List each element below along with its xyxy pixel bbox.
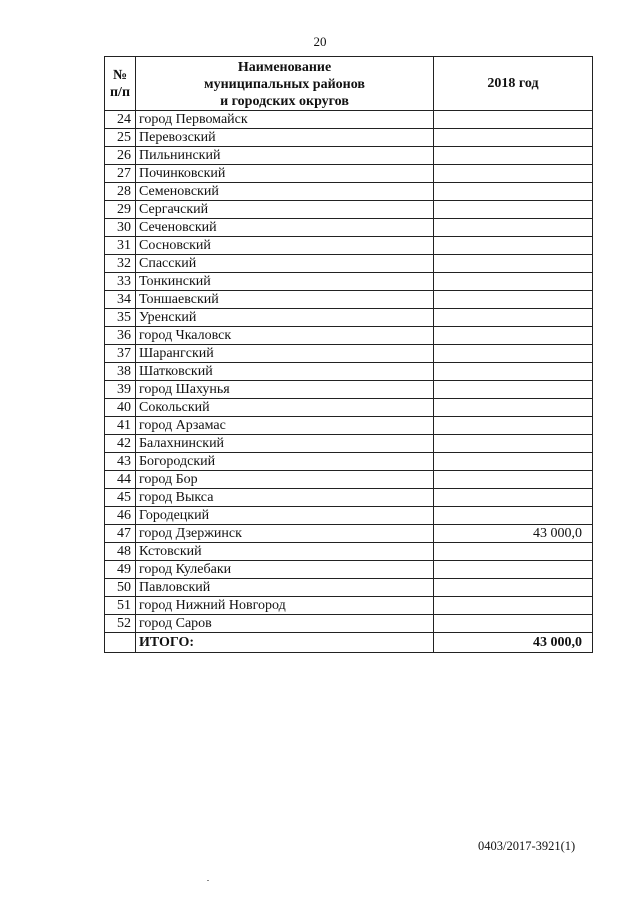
row-value bbox=[434, 471, 593, 489]
table-row bbox=[105, 183, 593, 201]
row-number: 44 bbox=[105, 471, 136, 489]
header-year: 2018 год bbox=[434, 57, 593, 111]
row-number: 29 bbox=[105, 201, 136, 219]
row-value bbox=[434, 237, 593, 255]
row-municipality-name: Починковский bbox=[136, 165, 434, 183]
table-row bbox=[105, 561, 593, 579]
header-name-line3: и городских округов bbox=[220, 94, 349, 109]
row-number: 31 bbox=[105, 237, 136, 255]
row-municipality-name: город Шахунья bbox=[136, 381, 434, 399]
row-number: 35 bbox=[105, 309, 136, 327]
row-municipality-name: Балахнинский bbox=[136, 435, 434, 453]
row-municipality-name: город Саров bbox=[136, 615, 434, 633]
row-municipality-name: город Бор bbox=[136, 471, 434, 489]
row-value bbox=[434, 273, 593, 291]
table-row bbox=[105, 291, 593, 309]
table-row bbox=[105, 273, 593, 291]
row-number: 49 bbox=[105, 561, 136, 579]
row-number: 32 bbox=[105, 255, 136, 273]
header-num bbox=[105, 57, 136, 111]
row-value bbox=[434, 543, 593, 561]
row-value bbox=[434, 201, 593, 219]
header-name-line2: муниципальных районов bbox=[204, 77, 365, 92]
row-value bbox=[434, 345, 593, 363]
row-number: 28 bbox=[105, 183, 136, 201]
table-row bbox=[105, 417, 593, 435]
header-name bbox=[136, 57, 434, 111]
table-row bbox=[105, 237, 593, 255]
table-row bbox=[105, 471, 593, 489]
row-municipality-name: Шарангский bbox=[136, 345, 434, 363]
row-number: 40 bbox=[105, 399, 136, 417]
row-municipality-name: город Кулебаки bbox=[136, 561, 434, 579]
row-number: 43 bbox=[105, 453, 136, 471]
row-value bbox=[434, 363, 593, 381]
row-value bbox=[434, 489, 593, 507]
row-value bbox=[434, 129, 593, 147]
total-num-cell bbox=[105, 633, 136, 653]
table-header-row bbox=[105, 57, 593, 111]
row-number: 41 bbox=[105, 417, 136, 435]
row-value bbox=[434, 183, 593, 201]
row-number: 30 bbox=[105, 219, 136, 237]
row-number: 24 bbox=[105, 111, 136, 129]
table-row bbox=[105, 363, 593, 381]
row-value bbox=[434, 435, 593, 453]
row-municipality-name: Шатковский bbox=[136, 363, 434, 381]
row-value bbox=[434, 615, 593, 633]
table-row bbox=[105, 615, 593, 633]
row-number: 47 bbox=[105, 525, 136, 543]
table-row bbox=[105, 543, 593, 561]
row-municipality-name: Богородский bbox=[136, 453, 434, 471]
scan-mark bbox=[207, 880, 209, 881]
row-municipality-name: город Первомайск bbox=[136, 111, 434, 129]
row-municipality-name: город Дзержинск bbox=[136, 525, 434, 543]
total-value: 43 000,0 bbox=[434, 633, 593, 653]
row-municipality-name: Перевозский bbox=[136, 129, 434, 147]
table-row bbox=[105, 381, 593, 399]
table-row bbox=[105, 597, 593, 615]
row-number: 46 bbox=[105, 507, 136, 525]
row-number: 37 bbox=[105, 345, 136, 363]
row-number: 48 bbox=[105, 543, 136, 561]
row-municipality-name: Семеновский bbox=[136, 183, 434, 201]
row-municipality-name: Городецкий bbox=[136, 507, 434, 525]
row-value bbox=[434, 381, 593, 399]
row-value bbox=[434, 327, 593, 345]
row-number: 25 bbox=[105, 129, 136, 147]
row-number: 27 bbox=[105, 165, 136, 183]
row-municipality-name: Сокольский bbox=[136, 399, 434, 417]
row-number: 36 bbox=[105, 327, 136, 345]
row-value bbox=[434, 165, 593, 183]
row-value bbox=[434, 561, 593, 579]
row-number: 51 bbox=[105, 597, 136, 615]
row-municipality-name: Тоншаевский bbox=[136, 291, 434, 309]
row-municipality-name: город Нижний Новгород bbox=[136, 597, 434, 615]
row-municipality-name: Уренский bbox=[136, 309, 434, 327]
total-row bbox=[105, 633, 593, 653]
row-value bbox=[434, 147, 593, 165]
row-value bbox=[434, 291, 593, 309]
table-row bbox=[105, 327, 593, 345]
table-row bbox=[105, 525, 593, 543]
row-value bbox=[434, 579, 593, 597]
row-number: 52 bbox=[105, 615, 136, 633]
table-row bbox=[105, 453, 593, 471]
table-row bbox=[105, 129, 593, 147]
row-municipality-name: город Выкса bbox=[136, 489, 434, 507]
row-municipality-name: город Арзамас bbox=[136, 417, 434, 435]
row-value: 43 000,0 bbox=[434, 525, 593, 543]
row-municipality-name: город Чкаловск bbox=[136, 327, 434, 345]
header-name-line1: Наименование bbox=[237, 60, 332, 75]
row-number: 50 bbox=[105, 579, 136, 597]
row-value bbox=[434, 597, 593, 615]
row-value bbox=[434, 399, 593, 417]
row-municipality-name: Пильнинский bbox=[136, 147, 434, 165]
table-row bbox=[105, 309, 593, 327]
row-value bbox=[434, 453, 593, 471]
row-number: 38 bbox=[105, 363, 136, 381]
row-municipality-name: Сергачский bbox=[136, 201, 434, 219]
row-number: 42 bbox=[105, 435, 136, 453]
page-number: 20 bbox=[313, 34, 327, 49]
row-value bbox=[434, 507, 593, 525]
row-municipality-name: Кстовский bbox=[136, 543, 434, 561]
table-row bbox=[105, 201, 593, 219]
table-row bbox=[105, 345, 593, 363]
row-value bbox=[434, 219, 593, 237]
row-municipality-name: Спасский bbox=[136, 255, 434, 273]
row-number: 34 bbox=[105, 291, 136, 309]
row-value bbox=[434, 255, 593, 273]
row-municipality-name: Павловский bbox=[136, 579, 434, 597]
table-row bbox=[105, 399, 593, 417]
header-num-line1: № bbox=[112, 67, 128, 83]
header-num-line2: п/п bbox=[109, 84, 131, 100]
row-value bbox=[434, 417, 593, 435]
row-number: 45 bbox=[105, 489, 136, 507]
table-row bbox=[105, 435, 593, 453]
table-row bbox=[105, 255, 593, 273]
row-number: 39 bbox=[105, 381, 136, 399]
table-row bbox=[105, 219, 593, 237]
table-body bbox=[105, 111, 593, 633]
row-number: 33 bbox=[105, 273, 136, 291]
row-municipality-name: Сосновский bbox=[136, 237, 434, 255]
table-row bbox=[105, 147, 593, 165]
table-row bbox=[105, 111, 593, 129]
row-value bbox=[434, 111, 593, 129]
row-municipality-name: Тонкинский bbox=[136, 273, 434, 291]
table-row bbox=[105, 579, 593, 597]
row-number: 26 bbox=[105, 147, 136, 165]
table-row bbox=[105, 489, 593, 507]
table-row bbox=[105, 165, 593, 183]
municipalities-table bbox=[104, 56, 593, 653]
row-municipality-name: Сеченовский bbox=[136, 219, 434, 237]
table-row bbox=[105, 507, 593, 525]
document-code: 0403/2017-3921(1) bbox=[478, 839, 576, 853]
total-label: ИТОГО: bbox=[136, 633, 434, 653]
row-value bbox=[434, 309, 593, 327]
